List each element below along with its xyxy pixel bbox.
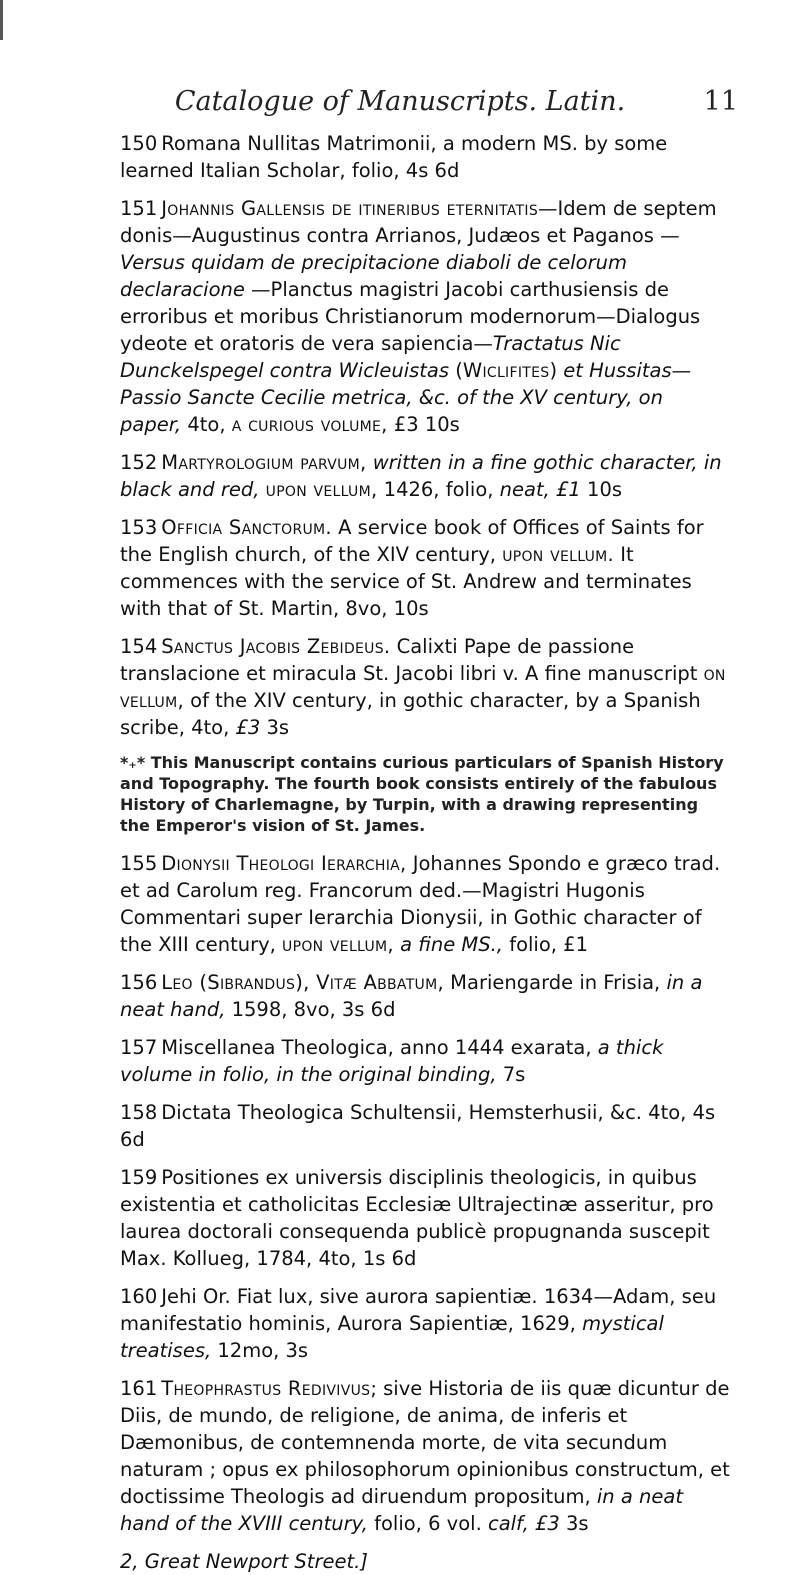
catalogue-body [120, 130, 730, 1575]
page-edge-rule [0, 0, 3, 40]
catalogue-entry [120, 514, 730, 622]
entry-text: of the XIV century, in gothic character, by a Spanish scribe, 4to, [120, 689, 701, 739]
page-footer: 2, Great Newport Street.] [120, 1550, 368, 1573]
entries-block-1 [120, 130, 730, 741]
catalogue-entry [120, 195, 730, 438]
entry-text: in a neat hand of the XVIII century, [120, 1485, 683, 1535]
entry-text: Leo (Sibrandus), Vitæ Abbatum, [161, 971, 444, 994]
entry-text: 7s [496, 1063, 526, 1086]
catalogue-entry [120, 1283, 730, 1364]
entry-text: folio, 6 vol. [367, 1512, 488, 1535]
entry-text: ; sive Historia de iis quæ dicuntur de Diis, de mundo, de religione, de anima, de inferis et Dæmonibus, de contemnenda morte, de vita secundum naturam ; opus ex philosophorum opinionibus constructum, et doctissime Theologis ad diruendum propositum, [120, 1377, 730, 1508]
entry-text: upon vellum, [265, 478, 378, 501]
entry-number: 151 [120, 197, 158, 220]
catalogue-entry [120, 850, 730, 958]
entry-text: on vellum, [120, 662, 726, 712]
entry-text: 10s [580, 478, 623, 501]
entry-text: £3 [235, 716, 261, 739]
entry-text: Romana Nullitas Matrimonii, a modern MS. by some learned Italian Scholar, folio, 4s 6d [120, 132, 668, 182]
entry-number: 154 [120, 635, 158, 658]
catalogue-entry [120, 1099, 730, 1153]
entry-text: Theophrastus Redivivus [161, 1377, 371, 1400]
entry-number: 152 [120, 451, 158, 474]
entry-text: folio, £1 [503, 933, 588, 956]
entry-text: Sanctus Jacobis Zebideus. [161, 635, 391, 658]
entry-text: 1598, 8vo, 3s 6d [225, 998, 396, 1021]
entry-text: Jehi Or. Fiat lux, sive aurora sapientiæ. 1634—Adam, seu manifestatio hominis, Aurora Sapientiæ, 1629, [120, 1285, 717, 1335]
entry-text: Calixti Pape de passione translacione et miracula St. Jacobi libri v. A fine manuscript [120, 635, 704, 685]
entry-text: Positiones ex universis disciplinis theologicis, in quibus existentia et catholicitas Ecclesiæ Ultrajectinæ asseritur, pro laurea doctorali consequenda publicè propugnanda suscepit Max. Kollueg, 1784, 4to, 1s 6d [120, 1166, 714, 1270]
entry-number: 158 [120, 1101, 158, 1124]
entry-number: 161 [120, 1377, 158, 1400]
catalogue-entry [120, 1034, 730, 1088]
entry-number: 159 [120, 1166, 158, 1189]
entry-number: 160 [120, 1285, 158, 1308]
catalogue-entry [120, 449, 730, 503]
entry-text: Martyrologium parvum, [161, 451, 367, 474]
entry-text: Johannes Spondo e græco trad. et ad Carolum reg. Francorum ded.—Magistri Hugonis Commentari super Ierarchia Dionysii, in Gothic character of the XIII century, [120, 852, 721, 956]
entry-text: It commences with the service of St. Andrew and terminates with that of St. Martin, 8vo, 10s [120, 543, 692, 620]
entry-text: upon vellum. [502, 543, 615, 566]
catalogue-entry [120, 1375, 730, 1537]
entry-text: Johannis Gallensis de itineribus eternitatis [161, 197, 539, 220]
entry-text: a fine MS., [400, 933, 503, 956]
entry-text: A service book of Offices of Saints for the English church, of the XIV century, [120, 516, 704, 566]
entry-number: 153 [120, 516, 158, 539]
entry-text: Tractatus Nic Dunckelspegel contra Wicleuistas [120, 332, 621, 382]
entry-text: 1426, folio, [377, 478, 500, 501]
page-title: Catalogue of Manuscripts. Latin. [174, 86, 626, 117]
entry-text: —Planctus magistri Jacobi carthusiensis de erroribus et moribus Christianorum modernorum—Dialogus ydeote et oratoris de vera sapiencia— [120, 278, 701, 355]
entry-number: 150 [120, 132, 158, 155]
entry-text: a thick volume in folio, in the original binding, [120, 1036, 664, 1086]
page-number: 11 [703, 86, 738, 117]
entry-text: neat, £1 [499, 478, 581, 501]
entry-text: Dionysii Theologi Ierarchia, [161, 852, 407, 875]
entry-text: written in a fine gothic character, in black and red, [120, 451, 722, 501]
catalogue-entry [120, 130, 730, 184]
catalogue-entry [120, 633, 730, 741]
entry-text: £3 10s [387, 413, 460, 436]
entry-text: Miscellanea Theologica, anno 1444 exarata, [161, 1036, 598, 1059]
entry-text: 12mo, 3s [211, 1339, 309, 1362]
entry-text: 4to, [181, 413, 232, 436]
entry-text: Officia Sanctorum. [161, 516, 332, 539]
footnote: *₊* This Manuscript contains curious particulars of Spanish History and Topography. The fourth book consists entirely of the fabulous History of Charlemagne, by Turpin, with a drawing representing the Emperor's vision of St. James. [120, 753, 724, 835]
entry-text: Versus quidam de precipitacione diaboli de celorum declaracione [120, 251, 627, 301]
running-header [0, 86, 800, 126]
entry-text: Mariengarde in Frisia, [443, 971, 667, 994]
entry-text: ( [449, 359, 463, 382]
entry-number: 157 [120, 1036, 158, 1059]
entry-text: 3s [559, 1512, 589, 1535]
catalogue-entry [120, 1164, 730, 1272]
entry-text: calf, £3 [487, 1512, 560, 1535]
entry-number: 155 [120, 852, 158, 875]
entry-text: Wiclifites [462, 359, 550, 382]
entry-text: in a neat hand, [120, 971, 703, 1021]
entries-block-2 [120, 850, 730, 1537]
entry-text: upon vellum, [282, 933, 394, 956]
entry-text: mystical treatises, [120, 1312, 664, 1362]
entry-text: et Hussitas—Passio Sancte Cecilie metrica, &c. of the XV century, on paper, [120, 359, 692, 436]
catalogue-entry [120, 969, 730, 1023]
entry-text: a curious volume, [231, 413, 388, 436]
entry-text: ) [549, 359, 564, 382]
entry-text: Dictata Theologica Schultensii, Hemsterhusii, &c. 4to, 4s 6d [120, 1101, 716, 1151]
entry-number: 156 [120, 971, 158, 994]
entry-text: 3s [260, 716, 290, 739]
entry-text: —Idem de septem donis—Augustinus contra Arrianos, Judæos et Paganos — [120, 197, 717, 247]
